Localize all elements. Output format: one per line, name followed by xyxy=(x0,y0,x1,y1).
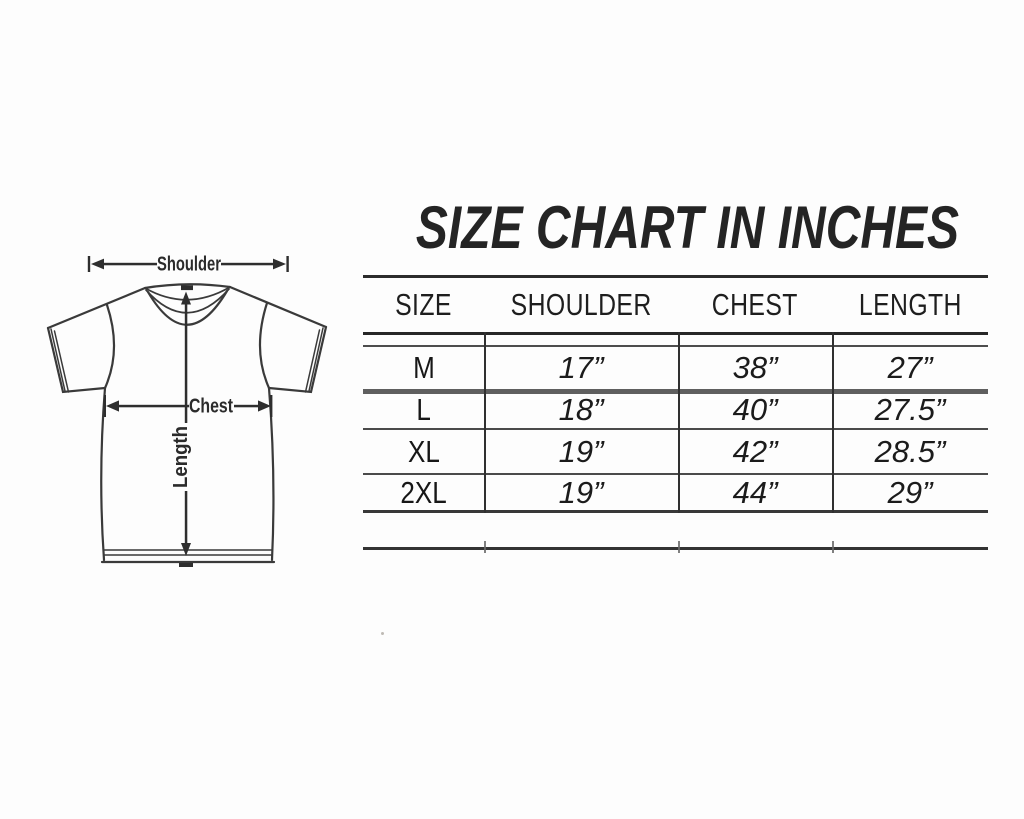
shoulder-value-cell: 19” xyxy=(558,433,604,469)
bottom-rule-tick-1 xyxy=(484,541,486,553)
size-label: 2XL xyxy=(400,474,447,510)
header-label: LENGTH xyxy=(858,287,962,322)
length-arrow-upper-line xyxy=(185,302,188,423)
length-value-cell: 28.5” xyxy=(874,433,946,469)
chest-value-cell: 44” xyxy=(732,474,778,510)
size-cell xyxy=(363,392,484,428)
table-row-2xl xyxy=(363,475,988,510)
length-value-cell: 27” xyxy=(887,350,933,385)
length-arrow-lower-line xyxy=(185,491,188,544)
size-label: L xyxy=(416,392,431,427)
chest-arrow-right-line xyxy=(234,405,260,408)
chest-value-cell: 42” xyxy=(732,433,778,469)
chest-value-cell: 38” xyxy=(732,350,778,385)
chest-arrow-left-line xyxy=(118,405,189,408)
length-arrow xyxy=(170,286,193,568)
bottom-rule-tick-3 xyxy=(832,541,834,553)
header-bottom-rule xyxy=(363,332,988,335)
chest-arrow-left-head xyxy=(106,400,119,411)
shoulder-arrow-left-tick xyxy=(88,256,90,272)
header-cell-length xyxy=(832,281,988,329)
size-label: XL xyxy=(407,433,440,469)
size-cell xyxy=(363,475,484,510)
left-shoulder-seam xyxy=(48,288,145,328)
shoulder-arrow-left-head xyxy=(91,259,104,270)
scan-speck xyxy=(381,632,384,635)
shoulder-arrow-left-line xyxy=(103,263,157,266)
page-title: SIZE CHART IN INCHES xyxy=(415,194,960,261)
page-title-wrap xyxy=(348,194,960,262)
size-label: M xyxy=(412,350,435,385)
left-cuff-line xyxy=(51,329,65,391)
length-value-cell: 29” xyxy=(887,474,933,510)
table-bottom-rule xyxy=(363,547,988,550)
shoulder-value-cell: 18” xyxy=(558,392,604,427)
table-row-xl xyxy=(363,430,988,473)
right-armhole-seam xyxy=(260,303,269,388)
header-label: SHOULDER xyxy=(510,287,652,322)
header-cell-shoulder xyxy=(484,281,678,329)
header-cell-size xyxy=(363,281,484,329)
shoulder-arrow-right-tick xyxy=(286,256,288,272)
length-arrow-top-tick xyxy=(181,286,193,291)
bottom-rule-tick-2 xyxy=(678,541,680,553)
size-table xyxy=(363,275,988,557)
length-label: Length xyxy=(170,421,192,488)
shoulder-value-cell: 17” xyxy=(558,350,604,385)
left-armhole-seam xyxy=(105,305,114,388)
table-row-m xyxy=(363,347,988,389)
chest-value-cell: 40” xyxy=(732,392,778,427)
table-row-l xyxy=(363,392,988,428)
length-arrow-bottom-tick xyxy=(179,563,193,567)
right-cuff-line xyxy=(309,328,323,391)
chest-arrow-left-tick xyxy=(104,395,106,417)
table-header-row xyxy=(363,281,988,329)
shoulder-arrow-right-head xyxy=(273,259,286,270)
shoulder-arrow-right-line xyxy=(221,263,273,266)
size-cell xyxy=(363,347,484,389)
length-value-cell: 27.5” xyxy=(874,392,946,427)
chest-arrow-right-tick xyxy=(270,395,272,417)
shoulder-value-cell: 19” xyxy=(558,474,604,510)
header-label: SIZE xyxy=(395,287,452,322)
table-top-rule xyxy=(363,275,988,278)
header-cell-chest xyxy=(678,281,832,329)
size-cell xyxy=(363,430,484,473)
chest-arrow xyxy=(104,395,273,418)
shoulder-label: Shoulder xyxy=(157,253,222,276)
chest-label: Chest xyxy=(189,395,234,418)
tshirt-measurement-diagram xyxy=(30,245,360,575)
shoulder-arrow xyxy=(88,254,289,276)
header-label: CHEST xyxy=(711,287,799,322)
right-shoulder-seam xyxy=(230,287,326,327)
